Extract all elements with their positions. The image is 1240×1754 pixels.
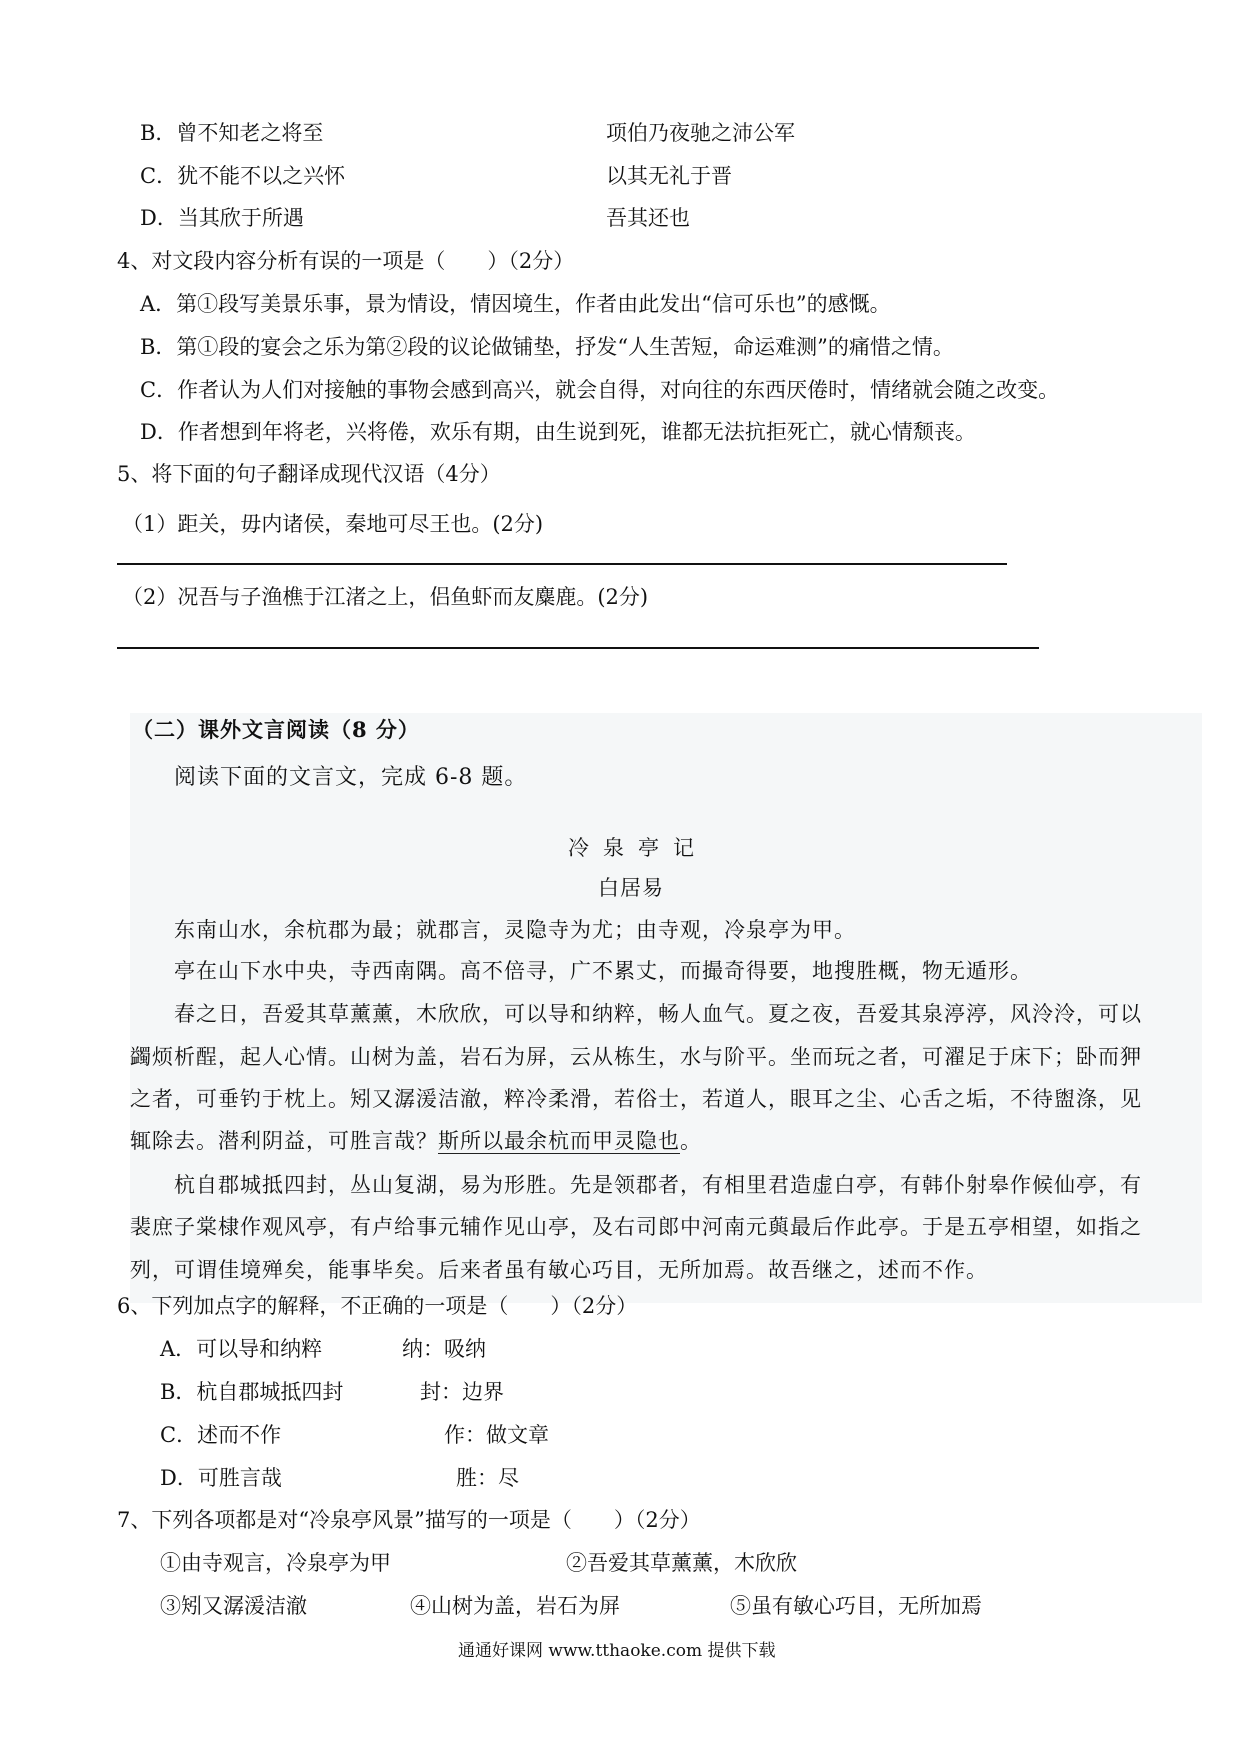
q3-option-c-left: C．犹不能不以之兴怀 <box>140 164 346 188</box>
passage-line-8: 裴庶子棠棣作观风亭，有卢给事元辅作见山亭，及右司郎中河南元藇最后作此亭。于是五亭相望，如指之 <box>130 1215 1142 1239</box>
q5-stem: 5、将下面的句子翻译成现代汉语（4分） <box>117 462 501 486</box>
q7-item-2: ②吾爱其草薰薰，木欣欣 <box>566 1551 797 1575</box>
q5-sentence-1: （1）距关，毋内诸侯，秦地可尽王也。(2分) <box>122 512 544 536</box>
passage-line-6 <box>130 1127 702 1155</box>
passage-line-1: 东南山水，余杭郡为最；就郡言，灵隐寺为尤；由寺观，冷泉亭为甲。 <box>174 918 856 942</box>
q7-item-3: ③矧又潺湲洁澈 <box>160 1594 307 1618</box>
underlined-sentence: 斯所以最余杭而甲灵隐也 <box>438 1129 680 1153</box>
passage-line-2: 亭在山下水中央，寺西南隅。高不倍寻，广不累丈，而撮奇得要，地搜胜概，物无遁形。 <box>174 959 1032 983</box>
q7-stem: 7、下列各项都是对“冷泉亭风景”描写的一项是（ ）（2分） <box>117 1508 701 1532</box>
section2-instruction: 阅读下面的文言文，完成 6-8 题。 <box>174 765 528 790</box>
q6-option-a-meaning: 纳：吸纳 <box>402 1337 486 1361</box>
q4-option-d: D．作者想到年将老，兴将倦，欢乐有期，由生说到死，谁都无法抗拒死亡，就心情颓丧。 <box>140 420 976 444</box>
passage-line-6-text: 辄除去。潜利阴益，可胜言哉？ <box>130 1129 438 1153</box>
section2-heading: （二）课外文言阅读（8 分） <box>132 717 420 742</box>
answer-line-2[interactable] <box>117 647 1039 649</box>
q3-option-d-right: 吾其还也 <box>606 206 690 230</box>
page-footer: 通通好课网 www.tthaoke.com 提供下载 <box>458 1641 776 1661</box>
passage-line-3: 春之日，吾爱其草薰薰，木欣欣，可以导和纳粹，畅人血气。夏之夜，吾爱其泉渟渟，风泠泠，可以 <box>174 1002 1142 1026</box>
q6-option-c-meaning: 作：做文章 <box>444 1423 549 1447</box>
q6-option-b-meaning: 封：边界 <box>420 1380 504 1404</box>
q3-option-b-right: 项伯乃夜驰之沛公军 <box>606 121 795 145</box>
q5-sentence-2: （2）况吾与子渔樵于江渚之上，侣鱼虾而友麋鹿。(2分) <box>122 585 649 609</box>
passage-line-5: 之者，可垂钓于枕上。矧又潺湲洁澈，粹冷柔滑，若俗士，若道人，眼耳之尘、心舌之垢，不待盥涤，见 <box>130 1087 1142 1111</box>
q6-stem: 6、下列加点字的解释，不正确的一项是（ ）（2分） <box>117 1294 638 1318</box>
passage-title: 冷泉亭记 <box>568 836 708 860</box>
underlined-period: 。 <box>680 1129 702 1153</box>
q6-option-d-meaning: 胜：尽 <box>456 1466 519 1490</box>
q4-option-c: C．作者认为人们对接触的事物会感到高兴，就会自得，对向往的东西厌倦时，情绪就会随之改变。 <box>140 378 1060 402</box>
q3-option-d-left: D．当其欣于所遇 <box>140 206 304 230</box>
q7-item-1: ①由寺观言，冷泉亭为甲 <box>160 1551 391 1575</box>
q3-option-c-right: 以其无礼于晋 <box>606 164 732 188</box>
passage-author: 白居易 <box>598 876 664 900</box>
q6-option-a: A．可以导和纳粹 <box>160 1337 323 1361</box>
q6-option-b: B．杭自郡城抵四封 <box>160 1380 344 1404</box>
q6-option-d: D．可胜言哉 <box>160 1466 282 1490</box>
q3-option-b-left: B．曾不知老之将至 <box>140 121 324 145</box>
q6-option-c: C．述而不作 <box>160 1423 282 1447</box>
q7-item-5: ⑤虽有敏心巧目，无所加焉 <box>730 1594 982 1618</box>
answer-line-1[interactable] <box>117 563 1007 565</box>
q4-stem: 4、对文段内容分析有误的一项是（ ）（2分） <box>117 249 575 273</box>
q4-option-a: A．第①段写美景乐事，景为情设，情因境生，作者由此发出“信可乐也”的感慨。 <box>140 292 891 316</box>
q7-item-4: ④山树为盖，岩石为屏 <box>410 1594 620 1618</box>
passage-line-7: 杭自郡城抵四封，丛山复湖，易为形胜。先是领郡者，有相里君造虚白亭，有韩仆射皋作候仙亭，有 <box>174 1173 1142 1197</box>
passage-line-9: 列，可谓佳境殚矣，能事毕矣。后来者虽有敏心巧目，无所加焉。故吾继之，述而不作。 <box>130 1258 988 1282</box>
q4-option-b: B．第①段的宴会之乐为第②段的议论做铺垫，抒发“人生苦短，命运难测”的痛惜之情。 <box>140 335 954 359</box>
passage-line-4: 蠲烦析酲，起人心情。山树为盖，岩石为屏，云从栋生，水与阶平。坐而玩之者，可濯足于床下；卧而狎 <box>130 1045 1142 1069</box>
